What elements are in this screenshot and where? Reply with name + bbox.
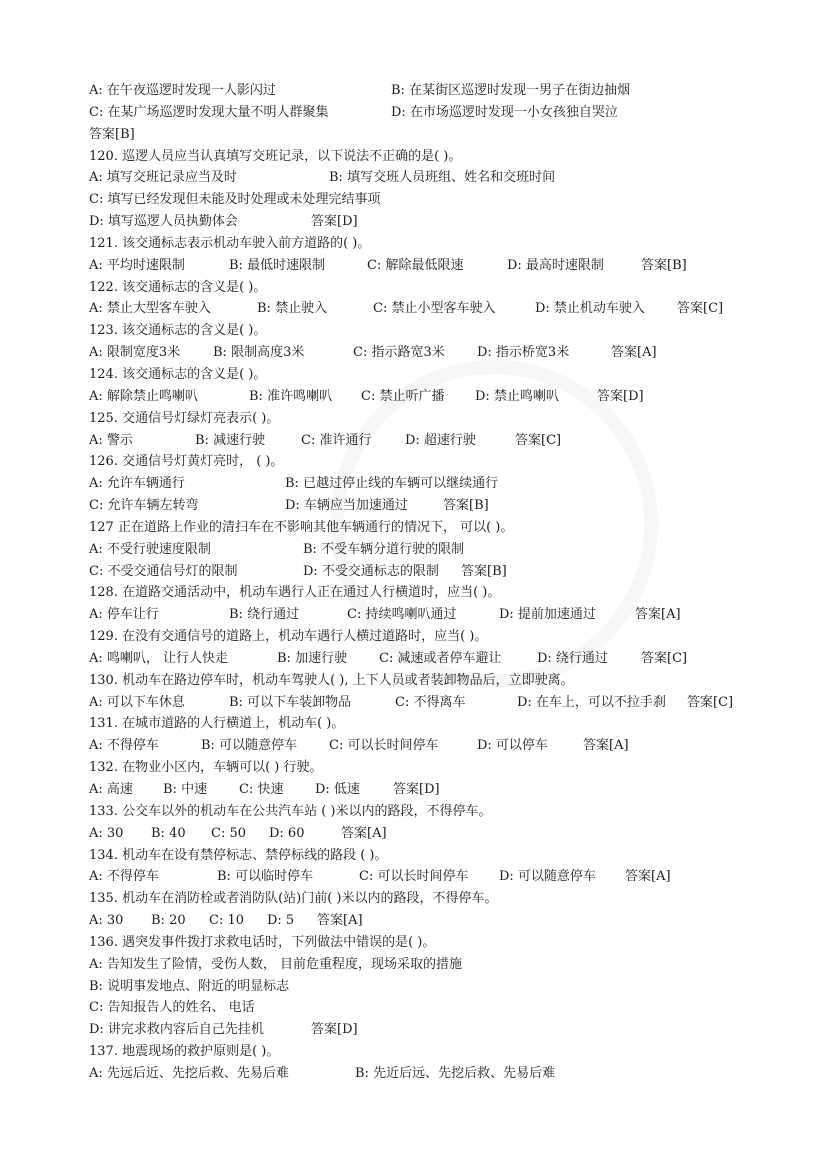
question-text: 122. 该交通标志的含义是( )。 [89,279,267,295]
answer: 答案[C] [641,650,688,666]
option-c: C: 准许通行 [301,432,372,448]
question-text: 123. 该交通标志的含义是( )。 [89,323,267,339]
question-line [89,146,789,168]
option-d: D: 禁止机动车驶入 [535,301,645,317]
text-line [89,539,789,561]
question-list [89,80,789,1085]
question-text: 129. 在没有交通信号的道路上，机动车遇行人横过道路时，应当( )。 [89,629,488,645]
text-line [89,298,789,320]
question-line [89,670,789,692]
text-line [89,735,789,757]
option-b: B: 限制高度3米 [213,345,305,361]
option-b: B: 说明事发地点、附近的明显标志 [89,978,290,994]
text-line [89,866,789,888]
option-c: C: 指示路宽3米 [353,345,445,361]
text-line [89,648,789,670]
option-d: D: 填写巡逻人员执勤体会 [89,214,238,230]
option-c: C: 减速或者停车避让 [379,650,502,666]
option-d: D: 绕行通过 [537,650,608,666]
option-b: B: 加速行驶 [277,650,348,666]
option-a: A: 先远后近、先挖后救、先易后难 [89,1065,289,1081]
option-d: D: 最高时速限制 [507,257,604,273]
text-line [89,561,789,583]
question-text: 128. 在道路交通活动中，机动车遇行人正在通过人行横道时，应当( )。 [89,585,501,601]
question-line [89,932,789,954]
option-a: A: 可以下车休息 [89,694,185,710]
text-line [89,910,789,932]
text-line [89,692,789,714]
option-a: A: 禁止大型客车驶入 [89,301,211,317]
option-a: A: 告知发生了险情，受伤人数， 目前危重程度，现场采取的措施 [89,956,463,972]
option-a: A: 30 [89,825,124,841]
option-c: C: 禁止小型客车驶入 [373,301,496,317]
option-b: B: 填写交班人员班组、姓名和交班时间 [329,170,556,186]
text-line [89,997,789,1019]
text-line [89,189,789,211]
option-b: B: 不受车辆分道行驶的限制 [303,541,465,557]
answer: 答案[A] [625,869,671,885]
option-c: C: 告知报告人的姓名、 电话 [89,1000,255,1016]
answer: 答案[C] [515,432,562,448]
question-line [89,1041,789,1063]
text-line [89,604,789,626]
text-line [89,80,789,102]
option-c: C: 可以长时间停车 [359,869,469,885]
question-line [89,888,789,910]
question-text: 131. 在城市道路的人行横道上，机动车( )。 [89,716,345,732]
option-a: A: 允许车辆通行 [89,476,185,492]
answer: 答案[D] [311,214,358,230]
question-text: 137. 地震现场的救护原则是( )。 [89,1044,280,1060]
option-b: B: 禁止驶入 [257,301,328,317]
option-b: B: 可以随意停车 [201,738,298,754]
text-line [89,1063,789,1085]
option-d: D: 提前加速通过 [499,607,596,623]
option-a: A: 不受行驶速度限制 [89,541,211,557]
text-line [89,255,789,277]
question-text: 124. 该交通标志的含义是( )。 [89,366,267,382]
question-line [89,451,789,473]
text-line [89,954,789,976]
answer: 答案[B] [641,257,687,273]
option-d: D: 在市场巡逻时发现一小女孩独自哭泣 [391,104,618,120]
option-b: B: 最低时速限制 [229,257,326,273]
option-c: C: 持续鸣喇叭通过 [347,607,457,623]
answer: 答案[A] [341,825,387,841]
option-c: C: 解除最低限速 [367,257,464,273]
text-line [89,823,789,845]
text-line [89,342,789,364]
option-d: D: 指示桥宽3米 [477,345,570,361]
answer: 答案[A] [635,607,681,623]
answer: 答案[B] [461,563,507,579]
question-text: 136. 遇突发事件拨打求救电话时，下列做法中错误的是( )。 [89,934,436,950]
option-d: D: 可以停车 [477,738,548,754]
question-text: 135. 机动车在消防栓或者消防队(站)门前( )米以内的路段，不得停车。 [89,891,498,907]
option-b: B: 可以下车装卸物品 [229,694,352,710]
text-line [89,386,789,408]
option-a: A: 填写交班记录应当及时 [89,170,237,186]
option-a: A: 不得停车 [89,738,159,754]
option-d: D: 超速行驶 [405,432,476,448]
option-a: A: 停车让行 [89,607,159,623]
question-text: 121. 该交通标志表示机动车驶入前方道路的( )。 [89,235,371,251]
option-a: A: 平均时速限制 [89,257,185,273]
option-d: D: 不受交通标志的限制 [303,563,439,579]
text-line [89,976,789,998]
option-b: B: 20 [151,913,186,929]
question-line [89,845,789,867]
answer: 答案[A] [317,913,363,929]
option-d: D: 车辆应当加速通过 [285,498,408,514]
option-d: D: 禁止鸣喇叭 [475,388,559,404]
option-a: A: 高速 [89,782,133,797]
option-b: B: 绕行通过 [229,607,300,623]
answer: 答案[D] [597,388,644,404]
option-d: D: 5 [267,913,295,929]
question-text: 120. 巡逻人员应当认真填写交班记录，以下说法不正确的是( )。 [89,148,462,164]
option-c: C: 10 [209,913,245,929]
text-line [89,211,789,233]
answer: 答案[C] [677,301,724,317]
option-d: D: 低速 [315,782,360,797]
option-d: D: 在车上，可以不拉手刹 [517,694,666,710]
answer: 答案[B] [443,498,489,514]
option-a: A: 警示 [89,432,133,448]
option-a: A: 限制宽度3米 [89,345,181,361]
question-line [89,582,789,604]
option-d: D: 可以随意停车 [499,869,596,885]
option-a: A: 30 [89,913,124,929]
question-text: 125. 交通信号灯绿灯亮表示( )。 [89,410,280,426]
text-line [89,1019,789,1041]
option-b: B: 先近后远、先挖后救、先易后难 [355,1065,556,1081]
option-c: C: 快速 [239,782,284,797]
option-c: C: 50 [211,825,247,841]
question-line [89,626,789,648]
option-b: B: 准许鸣喇叭 [249,388,333,404]
answer: 答案[B] [89,126,135,142]
option-b: B: 40 [151,825,186,841]
question-line [89,517,789,539]
answer: 答案[C] [687,694,734,710]
answer: 答案[D] [311,1022,358,1038]
option-c: C: 在某广场巡逻时发现大量不明人群聚集 [89,104,329,120]
option-d: D: 60 [269,825,305,841]
question-line [89,713,789,735]
question-line [89,320,789,342]
option-b: B: 已越过停止线的车辆可以继续通行 [285,476,499,492]
option-c: C: 允许车辆左转弯 [89,498,199,514]
option-b: B: 中速 [163,782,208,797]
question-line [89,277,789,299]
question-text: 130. 机动车在路边停车时，机动车驾驶人( ), 上下人员或者装卸物品后，立即驶离。 [89,672,574,688]
option-a: A: 在午夜巡逻时发现一人影闪过 [89,83,276,98]
text-line [89,473,789,495]
question-text: 133. 公交车以外的机动车在公共汽车站 ( )米以内的路段，不得停车。 [89,803,492,819]
option-a: A: 鸣喇叭， 让行人快走 [89,650,229,666]
option-a: A: 解除禁止鸣喇叭 [89,388,198,404]
question-text: 132. 在物业小区内，车辆可以( ) 行驶。 [89,760,323,776]
question-line [89,757,789,779]
option-b: B: 减速行驶 [195,432,266,448]
option-b: B: 可以临时停车 [217,869,314,885]
answer: 答案[A] [583,738,629,754]
option-c: C: 不受交通信号灯的限制 [89,563,238,579]
option-c: C: 填写已经发现但未能及时处理或未处理完结事项 [89,192,381,208]
option-d: D: 讲完求救内容后自己先挂机 [89,1022,264,1038]
question-line [89,233,789,255]
option-b: B: 在某街区巡逻时发现一男子在街边抽烟 [391,83,631,98]
text-line [89,779,789,801]
text-line [89,167,789,189]
question-line [89,801,789,823]
question-text: 126. 交通信号灯黄灯亮时， ( )。 [89,454,284,470]
option-a: A: 不得停车 [89,869,159,885]
option-c: C: 不得离车 [395,694,466,710]
question-text: 134. 机动车在设有禁停标志、禁停标线的路段 ( )。 [89,847,388,863]
question-line [89,408,789,430]
question-line [89,364,789,386]
text-line [89,102,789,124]
option-c: C: 可以长时间停车 [329,738,439,754]
text-line [89,430,789,452]
option-c: C: 禁止听广播 [361,388,445,404]
answer: 答案[A] [611,345,657,361]
text-line [89,495,789,517]
answer: 答案[D] [393,782,440,797]
text-line [89,124,789,146]
question-text: 127 正在道路上作业的清扫车在不影响其他车辆通行的情况下， 可以( )。 [89,519,514,535]
